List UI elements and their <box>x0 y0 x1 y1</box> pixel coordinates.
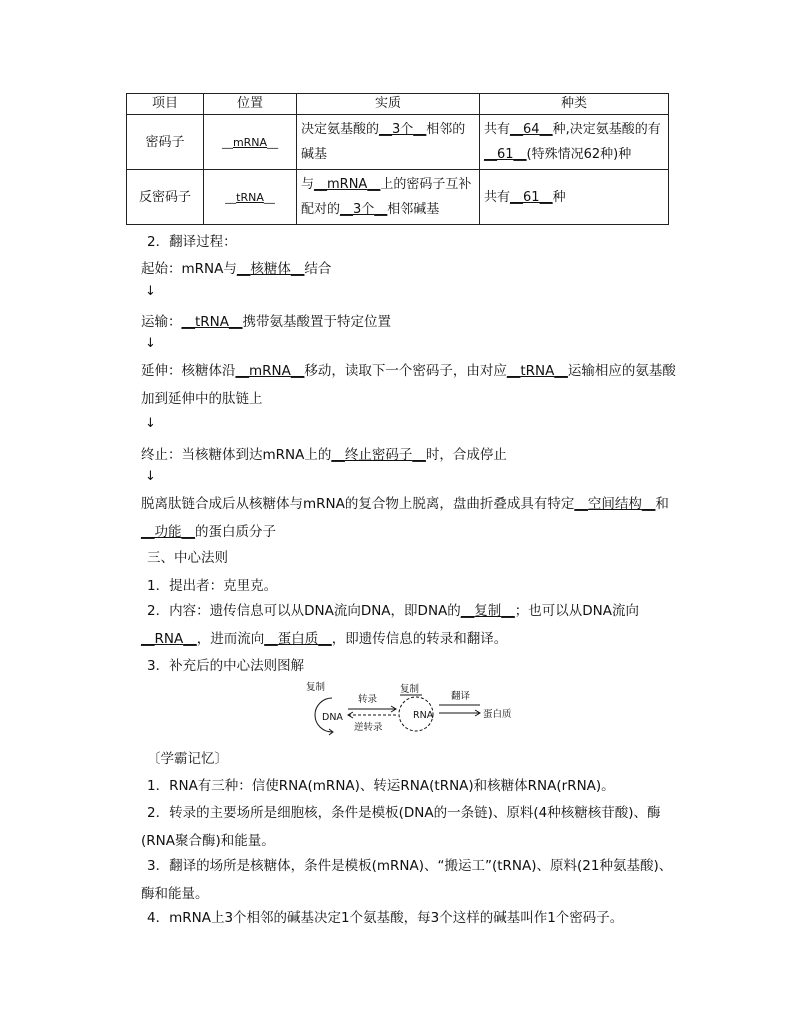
text: 和 <box>655 496 669 512</box>
text: ，进而流向 <box>196 631 265 647</box>
cell-types <box>480 115 669 170</box>
text: 运输相应的氨基酸加到延伸中的肽链上 <box>141 363 676 407</box>
answer: 3个 <box>392 122 414 137</box>
blank-answer: __RNA__ <box>141 631 197 647</box>
cell-essence <box>297 115 480 170</box>
cell-essence <box>297 170 480 225</box>
blank-answer: __功能__ <box>141 524 195 540</box>
replication-rna-label: 复制 <box>400 684 420 695</box>
blank-answer: mRNA <box>232 135 268 149</box>
text: 2．内容：遗传信息可以从DNA流向DNA，即DNA的 <box>147 603 461 619</box>
translation-label: 翻译 <box>451 691 471 702</box>
answer: 复制 <box>474 603 502 619</box>
down-arrow-icon: ↓ <box>145 336 156 351</box>
answer: tRNA <box>520 363 555 379</box>
content-paragraph <box>141 597 681 653</box>
codon-table <box>126 93 669 225</box>
text: 脱离肽链合成后从核糖体与mRNA的复合物上脱离，盘曲折叠成具有特定 <box>141 496 575 512</box>
answer: mRNA <box>327 177 368 192</box>
answer: 61 <box>523 189 540 205</box>
cell-types <box>480 170 669 225</box>
answer: 功能 <box>154 524 182 540</box>
translation-heading: 2．翻译过程： <box>147 234 237 250</box>
memory-point: 1．RNA有三种：信使RNA(mRNA)、转运RNA(tRNA)和核糖体RNA(rRNA)。 <box>147 778 615 794</box>
section-heading-central-dogma: 三、中心法则 <box>147 550 228 566</box>
text: 携带氨基酸置于特定位置 <box>242 314 392 330</box>
step-elongation <box>141 357 681 413</box>
cell-location: __tRNA__ <box>204 170 297 225</box>
text: 相邻碱基 <box>387 202 440 217</box>
text: 移动，读取下一个密码子，由对应 <box>304 363 507 379</box>
blank-answer: tRNA <box>236 190 264 204</box>
text: 上的密码子互补配对的 <box>301 177 472 217</box>
blank-answer: __61__ <box>484 147 527 162</box>
down-arrow-icon: ↓ <box>145 284 156 299</box>
blank-answer: __复制__ <box>460 603 515 619</box>
table-header-row <box>127 94 669 115</box>
replication-dna-label: 复制 <box>306 682 326 693</box>
text: 结合 <box>304 261 332 277</box>
memory-heading: 〔学霸记忆〕 <box>147 751 228 767</box>
text: 与 <box>301 177 315 192</box>
text: 时，合成停止 <box>425 447 507 463</box>
answer: 3个 <box>353 202 375 217</box>
blank-answer: __64__ <box>510 122 553 137</box>
down-arrow-icon: ↓ <box>145 416 156 431</box>
table-row-codon <box>127 115 669 170</box>
answer: tRNA <box>195 314 230 330</box>
text: 相邻的碱基 <box>301 122 466 162</box>
step-termination <box>141 443 507 463</box>
text: 种,决定氨基酸的有 <box>552 122 661 137</box>
answer: 64 <box>523 122 540 137</box>
central-dogma-diagram <box>296 680 526 740</box>
diagram-heading: 3．补充后的中心法则图解 <box>147 658 305 674</box>
blank-answer: __tRNA__ <box>506 363 568 379</box>
text: 终止：当核糖体到达mRNA上的 <box>141 447 332 463</box>
blank-answer: __3个__ <box>379 122 427 137</box>
rna-node: RNA <box>413 710 434 721</box>
memory-point: 3．翻译的场所是核糖体，条件是模板(mRNA)、“搬运工”(tRNA)、原料(21种氨基酸)、酶和能量。 <box>141 858 673 902</box>
blank-answer: __蛋白质__ <box>264 631 332 647</box>
header-types: 种类 <box>480 94 669 115</box>
blank-answer: __核糖体__ <box>236 261 305 277</box>
answer: 核糖体 <box>250 261 291 277</box>
memory-point: 4．mRNA上3个相邻的碱基决定1个氨基酸，每3个这样的碱基叫作1个密码子。 <box>147 910 624 926</box>
memory-point: 2．转录的主要场所是细胞核，条件是模板(DNA的一条链)、原料(4种核糖核苷酸)、酶(RNA聚合酶)和能量。 <box>141 805 661 849</box>
text: 种 <box>552 189 566 205</box>
blank-answer: __空间结构__ <box>574 496 656 512</box>
transcription-label: 转录 <box>358 694 378 705</box>
answer: 蛋白质 <box>277 631 319 647</box>
text: ，即遗传信息的转录和翻译。 <box>331 631 508 647</box>
answer: mRNA <box>249 363 291 379</box>
blank-answer: __mRNA__ <box>235 363 305 379</box>
proposer-line: 1．提出者：克里克。 <box>147 578 278 594</box>
text: 起始：mRNA与 <box>141 261 237 277</box>
step-release <box>141 490 681 546</box>
answer: 61 <box>497 147 514 162</box>
step-start <box>141 257 331 277</box>
blank-answer: __mRNA__ <box>314 177 381 192</box>
dna-node: DNA <box>322 712 343 723</box>
answer: 终止密码子 <box>344 447 413 463</box>
header-essence: 实质 <box>297 94 480 115</box>
blank-answer: __终止密码子__ <box>331 447 426 463</box>
text: 共有 <box>484 189 511 205</box>
table-row-anticodon <box>127 170 669 225</box>
answer: RNA <box>154 631 184 647</box>
header-location: 位置 <box>204 94 297 115</box>
text: 的蛋白质分子 <box>195 524 276 540</box>
text: 延伸：核糖体沿 <box>141 363 236 379</box>
step-transport <box>141 310 391 330</box>
answer: 空间结构 <box>587 496 642 512</box>
text: (特殊情况62种)种 <box>526 147 632 162</box>
cell-location: __mRNA__ <box>204 115 297 170</box>
reverse-transcription-label: 逆转录 <box>354 722 383 733</box>
text: 决定氨基酸的 <box>301 122 380 137</box>
blank-answer: __tRNA__ <box>181 314 243 330</box>
blank-answer: __3个__ <box>340 202 388 217</box>
text: ；也可以从DNA流向 <box>514 603 640 619</box>
header-item: 项目 <box>127 94 204 115</box>
text: 运输： <box>141 314 182 330</box>
protein-node: 蛋白质 <box>483 709 512 720</box>
cell-item: 反密码子 <box>127 170 204 225</box>
text: 共有 <box>484 122 511 137</box>
cell-item: 密码子 <box>127 115 204 170</box>
blank-answer: __61__ <box>510 189 553 205</box>
down-arrow-icon: ↓ <box>145 469 156 484</box>
